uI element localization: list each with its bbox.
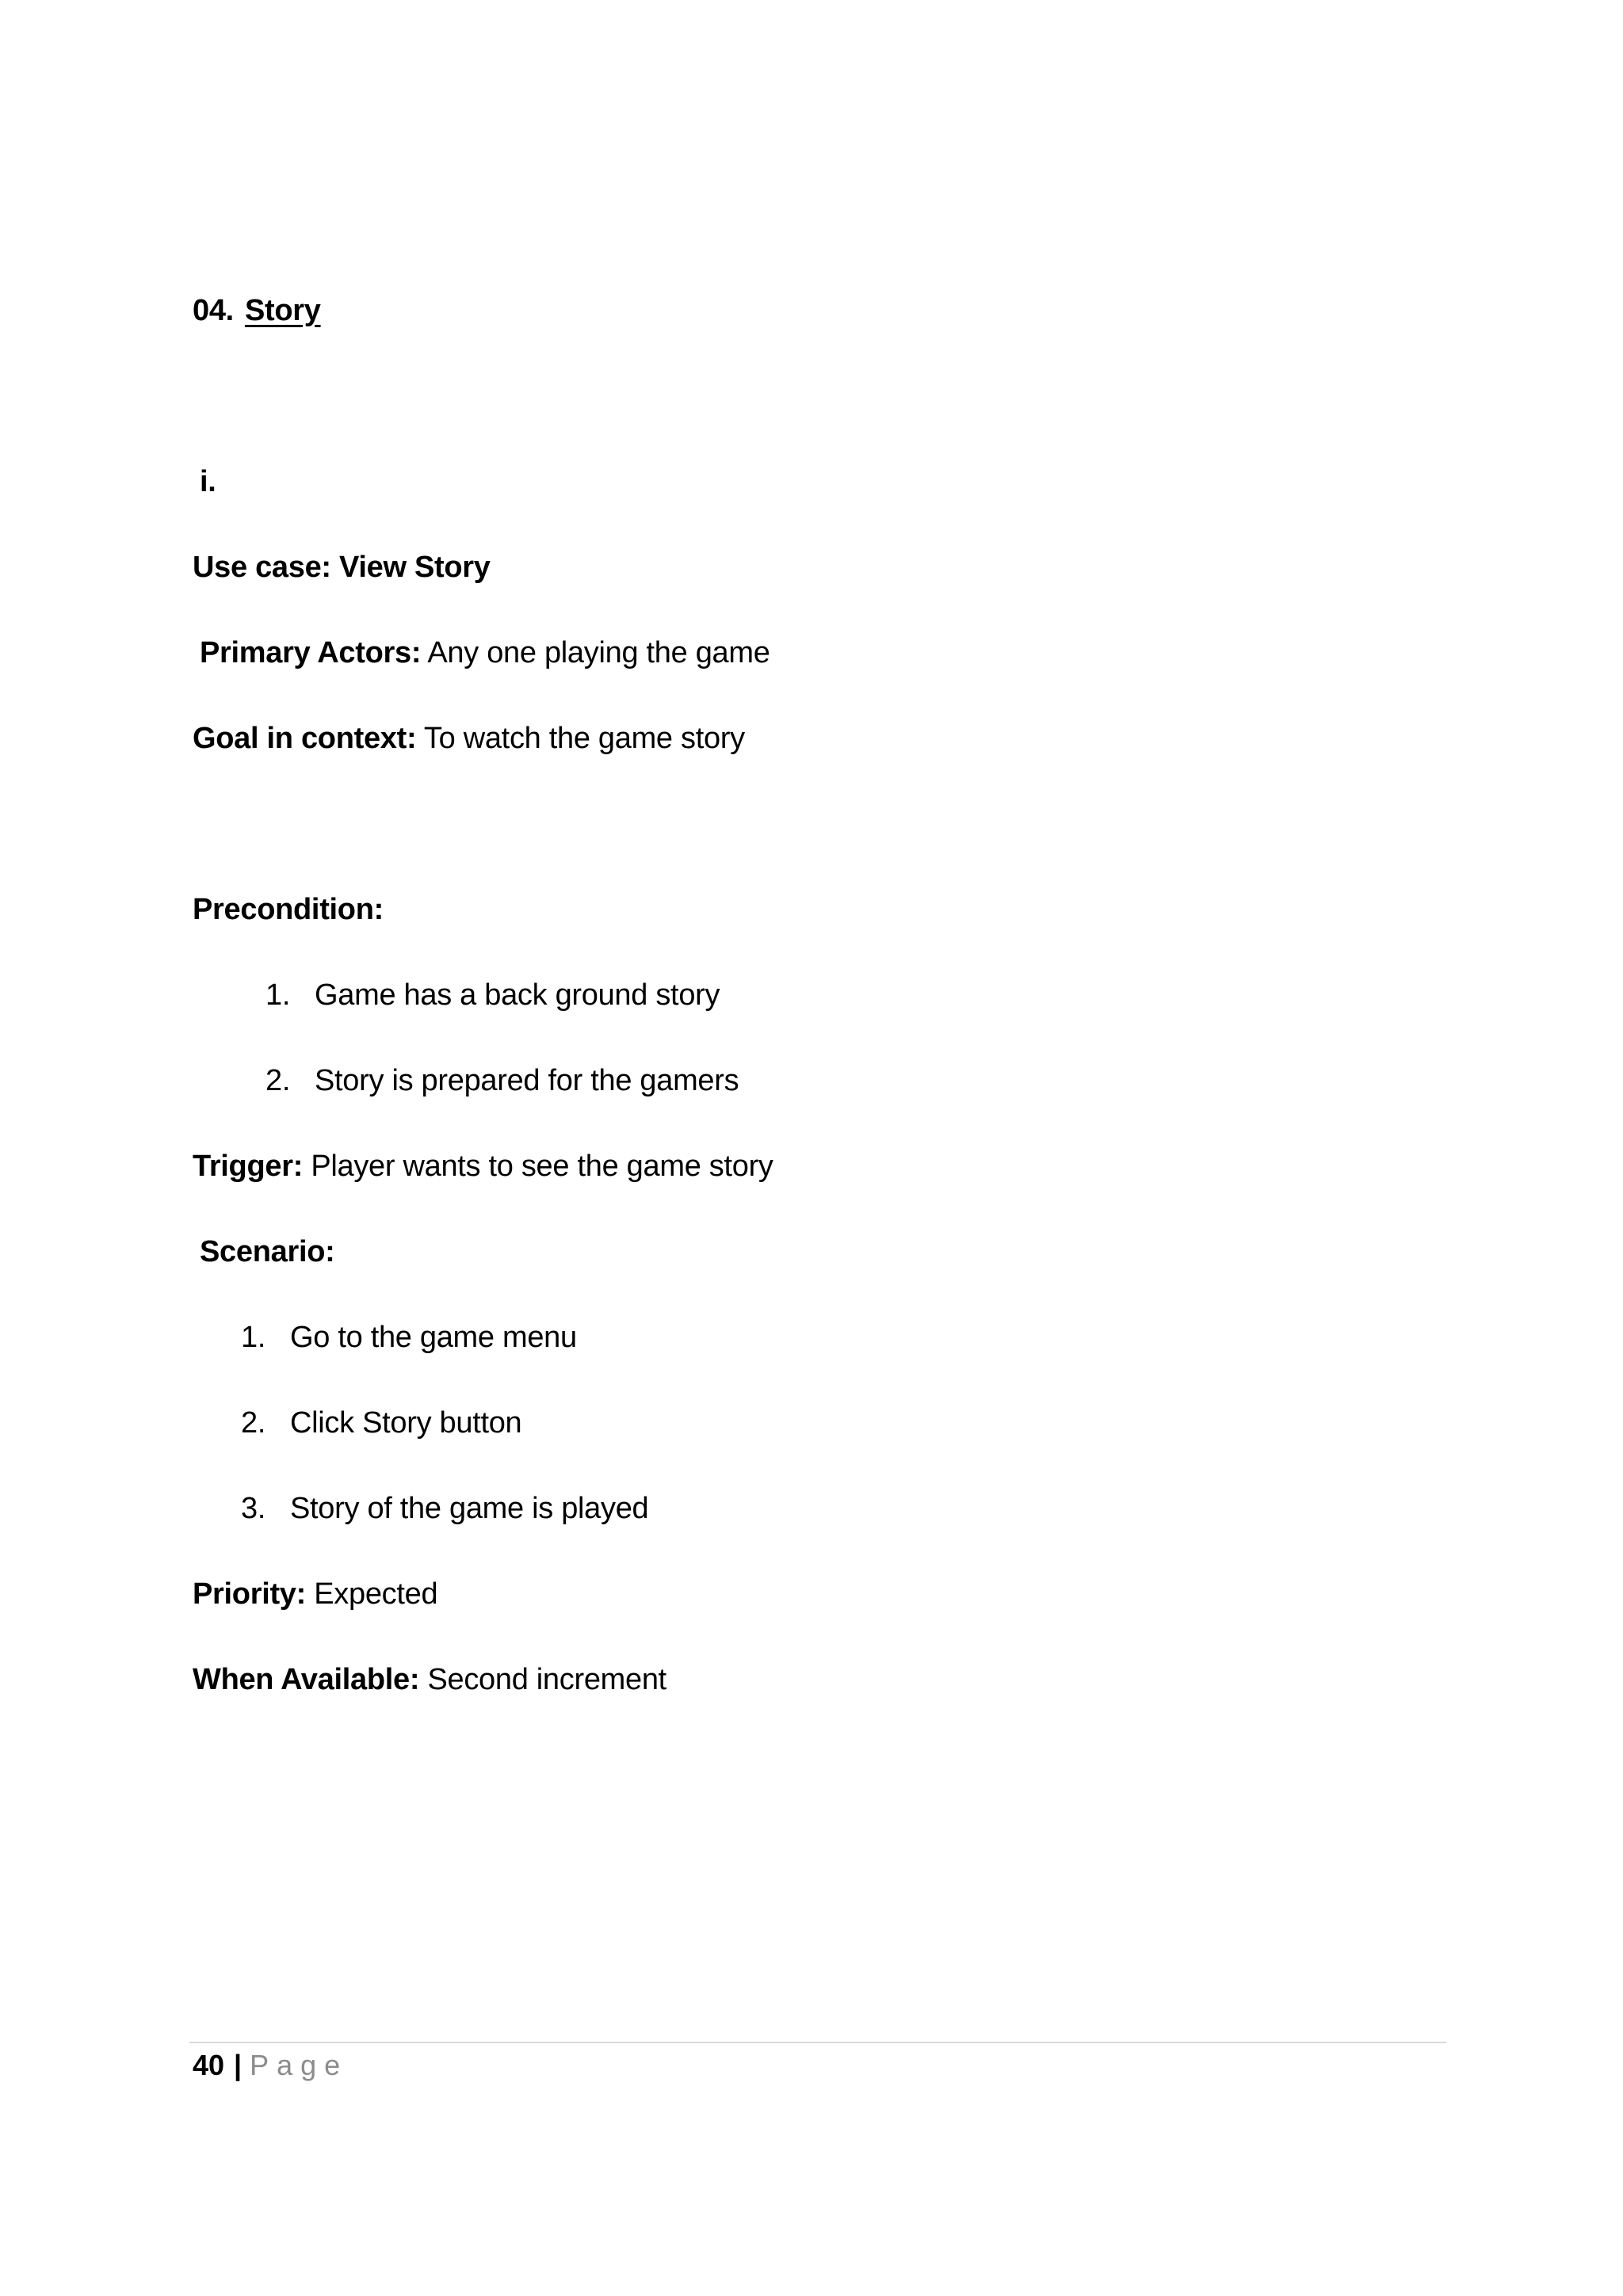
- page-number: 40: [193, 2049, 225, 2081]
- priority-row: [193, 1575, 437, 1613]
- subsection-marker: i.: [200, 465, 216, 498]
- trigger-row: [193, 1147, 773, 1185]
- page-footer: [193, 2046, 348, 2084]
- scenario-heading: Scenario:: [200, 1235, 335, 1268]
- scenario-item: [241, 1404, 521, 1442]
- section-number: 04.: [193, 294, 234, 327]
- section-heading: [193, 292, 321, 330]
- when-available-row: [193, 1661, 666, 1699]
- trigger-label: Trigger:: [193, 1150, 304, 1183]
- goal-value: To watch the game story: [416, 722, 745, 755]
- footer-divider: [189, 2042, 1446, 2043]
- primary-actors-value: Any one playing the game: [421, 636, 770, 669]
- scenario-item: [241, 1489, 648, 1527]
- goal-row: [193, 719, 745, 757]
- list-item-number: 2.: [241, 1406, 266, 1440]
- list-item-text: Story of the game is played: [290, 1492, 649, 1525]
- list-item-number: 1.: [265, 978, 291, 1012]
- footer-separator: |: [234, 2049, 242, 2081]
- list-item-text: Click Story button: [290, 1406, 522, 1440]
- precondition-heading: Precondition:: [193, 893, 384, 926]
- goal-label: Goal in context:: [193, 722, 417, 755]
- when-available-label: When Available:: [193, 1663, 420, 1696]
- list-item-text: Game has a back ground story: [315, 978, 720, 1012]
- primary-actors-label: Primary Actors:: [200, 636, 422, 669]
- use-case-heading: Use case: View Story: [193, 551, 491, 584]
- page-label: Page: [250, 2049, 349, 2081]
- list-item-text: Go to the game menu: [290, 1321, 577, 1354]
- precondition-item: [265, 1062, 739, 1100]
- list-item-text: Story is prepared for the gamers: [315, 1064, 739, 1097]
- list-item-number: 1.: [241, 1321, 266, 1354]
- priority-label: Priority:: [193, 1577, 306, 1611]
- when-available-value: Second increment: [419, 1663, 666, 1696]
- list-item-number: 2.: [265, 1064, 291, 1097]
- priority-value: Expected: [306, 1577, 438, 1611]
- trigger-value: Player wants to see the game story: [303, 1150, 773, 1183]
- list-item-number: 3.: [241, 1492, 266, 1525]
- primary-actors-row: [200, 634, 770, 672]
- scenario-item: [241, 1318, 577, 1356]
- section-title: Story: [244, 294, 321, 327]
- precondition-item: [265, 976, 720, 1014]
